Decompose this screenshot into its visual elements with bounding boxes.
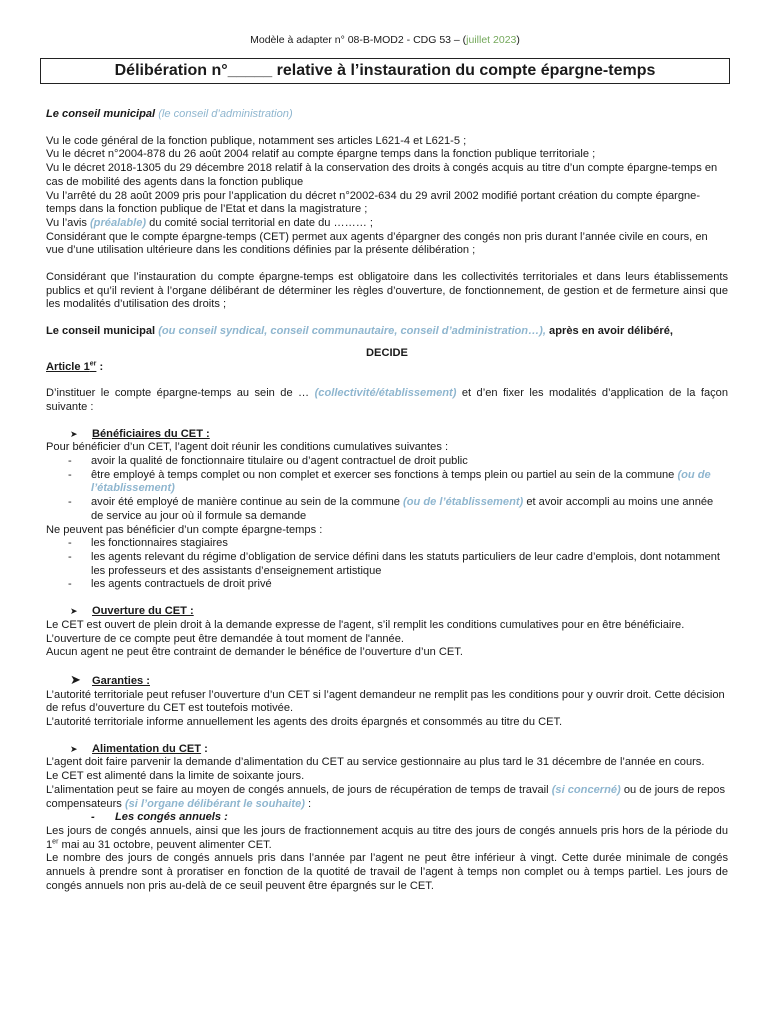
section-heading-text: Bénéficiaires du CET : bbox=[92, 427, 210, 440]
avis-line bbox=[46, 217, 728, 231]
council-label bbox=[46, 108, 728, 122]
subheading-dash: - bbox=[91, 811, 95, 824]
section-heading-text: Ouverture du CET : bbox=[92, 605, 194, 618]
section-heading-beneficiaires bbox=[70, 428, 728, 442]
vu-line: Vu le décret 2018-1305 du 29 décembre 2018 relatif à la conservation des droits à congés acquis au titre d’un compte épargne-temps en cas de mobilité des agents dans la fonction publique bbox=[46, 162, 718, 188]
model-date: juillet 2023 bbox=[466, 34, 517, 46]
list-item-alternative: (ou de l’établissement) bbox=[403, 496, 524, 509]
decide-heading: DECIDE bbox=[366, 346, 408, 359]
vu-line: Vu le code général de la fonction publique, notamment ses articles L621-4 et L621-5 ; bbox=[46, 134, 467, 147]
vu-line: Vu l’arrêté du 28 août 2009 pris pour l’application du décret n°2002-634 du 29 avril 2002 modifié portant création du compte épargne-temps dans la fonction publique de l’Etat et dans la magistrature ; bbox=[46, 189, 701, 216]
exclusions-list bbox=[46, 537, 728, 592]
list-item: - les fonctionnaires stagiaires bbox=[46, 537, 728, 551]
section-heading-text: Alimentation du CET bbox=[92, 742, 202, 755]
article-text-alternative: (collectivité/établissement) bbox=[314, 387, 457, 400]
considerant-paragraph: Considérant que le compte épargne-temps (CET) permet aux agents d’épargner des congés non pris durant l’année civile en cours, en vue d’une utilisation ultérieure dans les conditions définies par la présente délibération ; bbox=[46, 230, 708, 257]
document-body bbox=[46, 108, 728, 893]
article-text-end: et d’en fixer les modalités d’application de la façon suivante : bbox=[46, 387, 729, 413]
article-label-text: Article 1 bbox=[46, 360, 90, 373]
decision-council bbox=[46, 325, 728, 339]
section-heading-colon: : bbox=[201, 742, 208, 755]
article-label bbox=[46, 361, 96, 373]
vu-line: Vu le décret n°2004-878 du 26 août 2004 relatif au compte épargne temps dans la fonction publique territoriale ; bbox=[46, 148, 596, 161]
paragraph: L’autorité territoriale peut refuser l’ouverture d’un CET si l’agent demandeur ne remplit pas les conditions pour y ouvrir droit. Cette décision de refus d’ouverture du CET est toutefois motivée. bbox=[46, 688, 725, 715]
paragraph: L’agent doit faire parvenir la demande d’alimentation du CET au service gestionnaire au plus tard le 31 décembre de l’année en cours. bbox=[46, 756, 705, 769]
exclusions-intro: Ne peuvent pas bénéficier d’un compte épargne-temps : bbox=[46, 523, 323, 536]
decision-council-name: Le conseil municipal bbox=[46, 325, 159, 338]
model-reference bbox=[0, 34, 770, 46]
avis-text: Vu l’avis bbox=[46, 216, 90, 229]
paragraph-text: L’alimentation peut se faire au moyen de congés annuels, de jours de récupération de temps de travail bbox=[46, 783, 552, 796]
list-item-text: être employé à temps complet ou non complet et exercer ses fonctions à temps plein ou partiel au sein de la commune bbox=[91, 468, 678, 481]
paragraph: L’autorité territoriale informe annuellement les agents des droits épargnés et consommés au titre du CET. bbox=[46, 716, 563, 729]
subheading-text: Les congés annuels : bbox=[115, 811, 228, 824]
section-heading-text: Garanties : bbox=[92, 674, 150, 687]
paragraph-text: Les jours de congés annuels, ainsi que les jours de fractionnement acquis au titre des jours de congés annuels pris hors de la période du 1 bbox=[46, 824, 728, 851]
paragraph: Le nombre des jours de congés annuels pris dans l’année par l’agent ne peut être inférieur à vingt. Cette durée minimale de congés annuels à prendre sont à proratiser en fonction de la quotité de travail de l’agent à temps non complet ou à temps partiel. Les jours de congés annuels non pris au-delà de ce seuil peuvent être épargnés sur le CET. bbox=[46, 852, 728, 892]
paragraph-alternative: (si concerné) bbox=[551, 783, 621, 796]
arrow-right-icon: ➤ bbox=[70, 671, 81, 687]
article-heading bbox=[46, 361, 728, 375]
beneficiaires-intro: Pour bénéficier d’un CET, l’agent doit réunir les conditions cumulatives suivantes : bbox=[46, 441, 449, 454]
list-item bbox=[46, 469, 728, 496]
paragraph bbox=[46, 784, 728, 811]
paragraph bbox=[46, 825, 728, 852]
considerant-paragraph: Considérant que l’instauration du compte épargne-temps est obligatoire dans les collectivités territoriales et dans leurs établissements publics et qu’il revient à l’organe délibérant de déterminer les règles d’ouverture, de fonctionnement, de gestion et de fermeture ainsi que les modalités d’utilisation des droits ; bbox=[46, 271, 728, 311]
document-title: Délibération n°_____ relative à l’instauration du compte épargne-temps bbox=[40, 58, 730, 84]
decision-council-alternative: (ou conseil syndical, conseil communautaire, conseil d’administration…), bbox=[158, 325, 546, 338]
model-reference-text: Modèle à adapter n° 08-B-MOD2 - CDG 53 – ( bbox=[250, 34, 467, 46]
section-heading-garanties bbox=[70, 673, 728, 689]
article-label-colon: : bbox=[96, 360, 104, 373]
decision-council-end: après en avoir délibéré, bbox=[545, 325, 673, 338]
arrow-right-icon: ➤ bbox=[70, 743, 78, 754]
paragraph-sup: er bbox=[52, 837, 59, 845]
section-heading-alimentation bbox=[70, 743, 728, 757]
council-alternative: (le conseil d’administration) bbox=[158, 108, 293, 120]
paragraph-text-mid: ou de jours de repos compensateurs bbox=[46, 783, 725, 810]
avis-text-end: du comité social territorial en date du ……… ; bbox=[146, 216, 373, 229]
paragraph: Aucun agent ne peut être contraint de demander le bénéfice de l’ouverture d’un CET. bbox=[46, 646, 463, 659]
list-item-text: avoir été employé de manière continue au sein de la commune bbox=[91, 496, 404, 509]
avis-alternative: (préalable) bbox=[89, 216, 147, 229]
article-text bbox=[46, 387, 728, 414]
list-item-text-end: et avoir accompli au moins une année de service au jour où il formule sa demande bbox=[91, 496, 714, 522]
list-item-alternative: (ou de l’établissement) bbox=[91, 468, 711, 495]
conditions-list bbox=[46, 455, 728, 524]
paragraph-text-end: mai au 31 octobre, peuvent alimenter CET. bbox=[58, 838, 272, 851]
article-label-sup: er bbox=[89, 359, 97, 367]
list-item: - avoir la qualité de fonctionnaire titulaire ou d’agent contractuel de droit public bbox=[46, 455, 728, 469]
subheading-conges-annuels bbox=[91, 811, 728, 825]
council-name: Le conseil municipal bbox=[46, 108, 156, 120]
paragraph: Le CET est alimenté dans la limite de soixante jours. bbox=[46, 770, 305, 783]
article-text-start: D’instituer le compte épargne-temps au sein de … bbox=[46, 387, 315, 400]
list-item bbox=[46, 496, 728, 523]
list-item: - les agents contractuels de droit privé bbox=[46, 578, 728, 592]
paragraph: Le CET est ouvert de plein droit à la demande expresse de l'agent, s’il remplit les conditions cumulatives pour en être bénéficiaire. bbox=[46, 618, 685, 631]
paragraph: L’ouverture de ce compte peut être demandée à tout moment de l'année. bbox=[46, 632, 404, 645]
arrow-right-icon: ➤ bbox=[70, 428, 78, 439]
list-item: - les agents relevant du régime d’obligation de service défini dans les statuts particuliers de leur cadre d’emplois, dont notamment les professeurs et des assistants d’enseignement artistique bbox=[46, 551, 728, 578]
paragraph-text-end: : bbox=[304, 797, 312, 810]
model-reference-close: ) bbox=[516, 34, 520, 46]
section-heading-ouverture bbox=[70, 605, 728, 619]
paragraph-alternative: (si l’organe délibérant le souhaite) bbox=[124, 797, 305, 810]
arrow-right-icon: ➤ bbox=[70, 606, 78, 617]
